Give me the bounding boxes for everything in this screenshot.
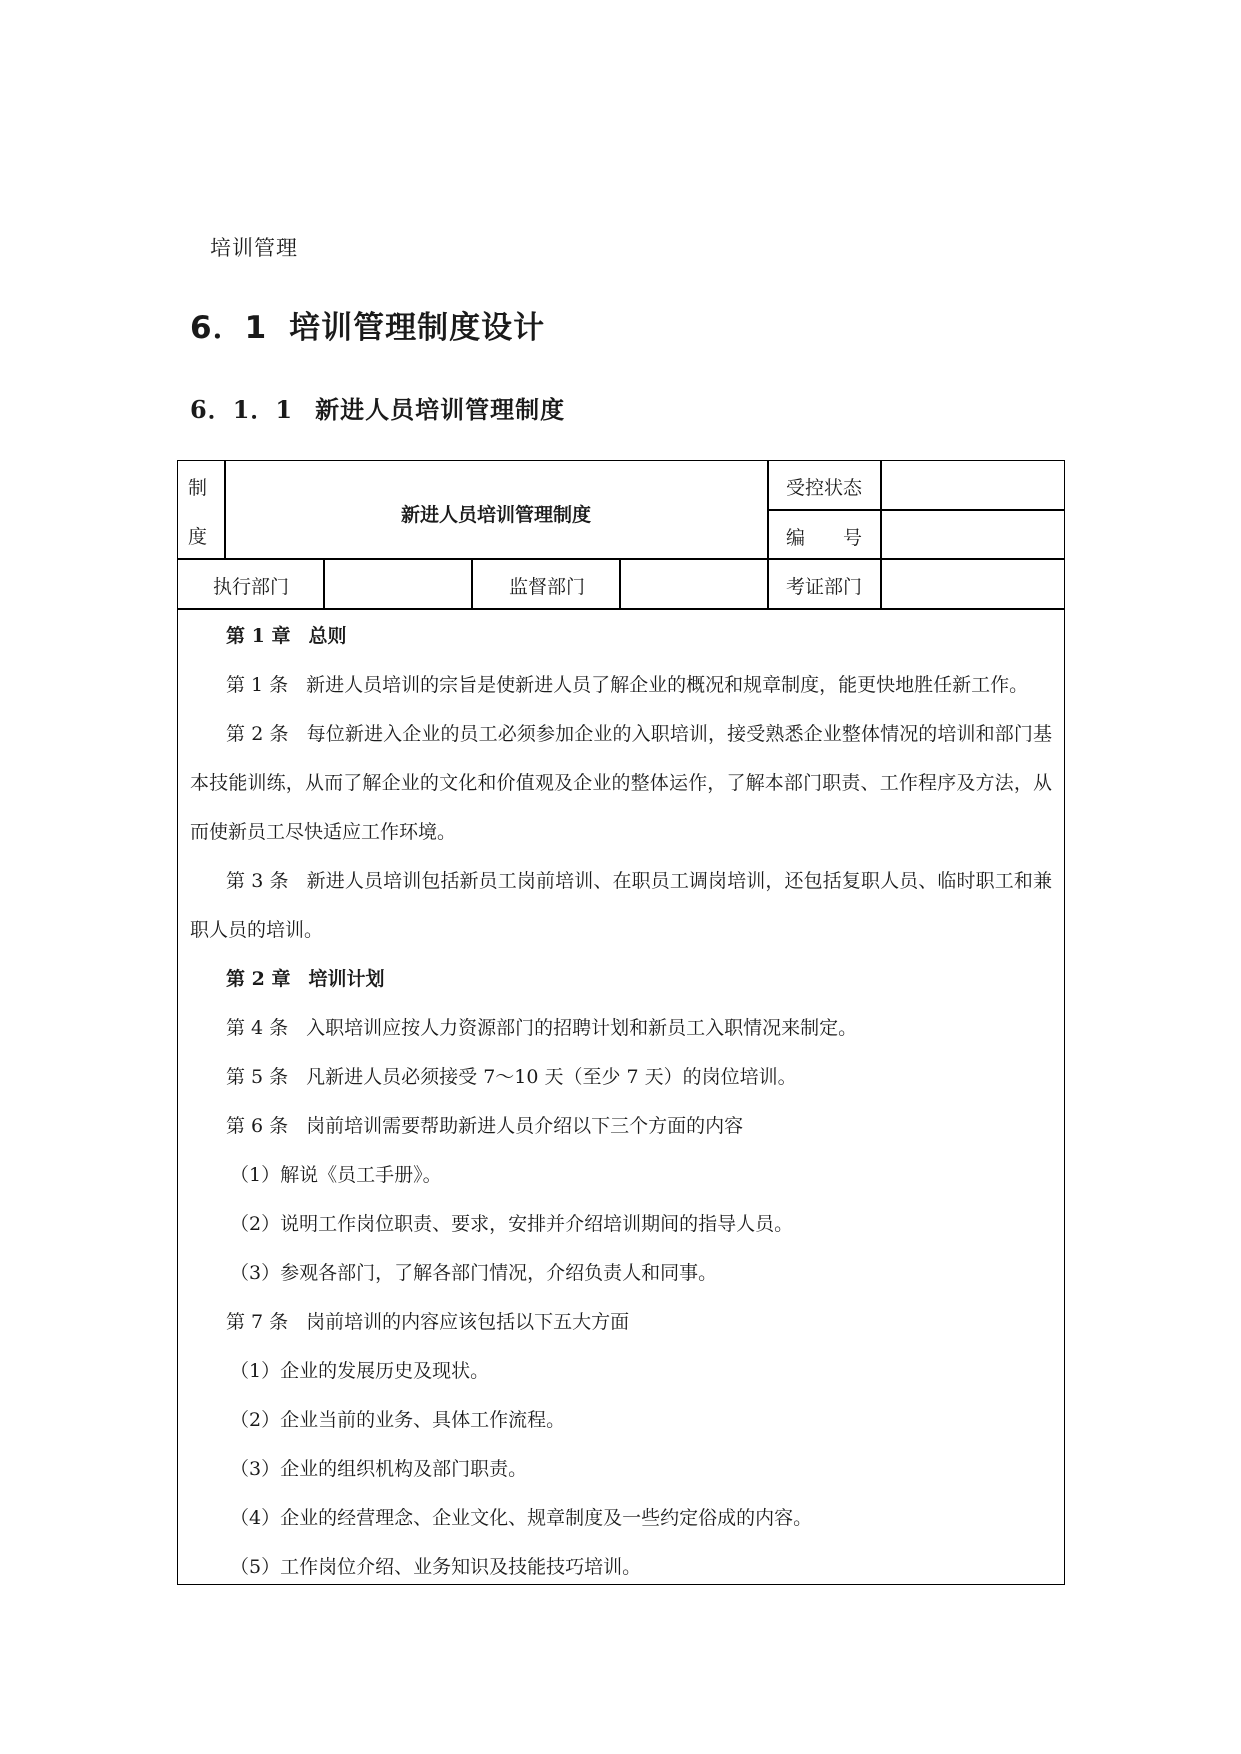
list-item: （1）解说《员工手册》。: [230, 1164, 442, 1186]
control-status-label: 受控状态: [786, 477, 863, 499]
chapter-heading: 第 2 章 培训计划: [226, 968, 385, 990]
subsection-heading: [190, 390, 565, 425]
table-divider: [177, 558, 1065, 560]
table-divider: [471, 558, 473, 608]
article-paragraph: 第 3 条 新进人员培训包括新员工岗前培训、在职员工调岗培训，还包括复职人员、临时职工和兼职人员的培训。: [190, 870, 1052, 941]
subsection-title: 新进人员培训管理制度: [315, 395, 566, 424]
list-item: （5）工作岗位介绍、业务知识及技能技巧培训。: [230, 1556, 642, 1578]
list-item: （2）说明工作岗位职责、要求，安排并介绍培训期间的指导人员。: [230, 1213, 794, 1235]
supervise-dept-label: 监督部门: [509, 576, 586, 598]
section-title: 培训管理制度设计: [289, 310, 546, 346]
article-paragraph: 第 4 条 入职培训应按人力资源部门的招聘计划和新员工入职情况来制定。: [226, 1017, 858, 1039]
exec-dept-label: 执行部门: [213, 576, 290, 598]
subsection-number: 6．1．1: [190, 395, 294, 424]
article-paragraph: 第 6 条 岗前培训需要帮助新进人员介绍以下三个方面的内容: [226, 1115, 744, 1137]
audit-dept-label: 考证部门: [786, 576, 863, 598]
table-label-du: 度: [188, 526, 208, 548]
list-item: （2）企业当前的业务、具体工作流程。: [230, 1409, 566, 1431]
table-divider: [767, 460, 769, 609]
article-paragraph: 第 5 条 凡新进人员必须接受 7～10 天（至少 7 天）的岗位培训。: [226, 1066, 797, 1088]
list-item: （4）企业的经营理念、企业文化、规章制度及一些约定俗成的内容。: [230, 1507, 813, 1529]
regulation-title: 新进人员培训管理制度: [400, 504, 591, 526]
document-header-label: 培训管理: [210, 236, 298, 260]
article-paragraph: 第 1 条 新进人员培训的宗旨是使新进人员了解企业的概况和规章制度，能更快地胜任新工作。: [226, 674, 1029, 696]
section-number: 6．1: [190, 310, 268, 346]
table-divider: [619, 558, 621, 608]
list-item: （3）参观各部门，了解各部门情况，介绍负责人和同事。: [230, 1262, 718, 1284]
article-paragraph: 第 7 条 岗前培训的内容应该包括以下五大方面: [226, 1311, 630, 1333]
table-divider: [177, 608, 1065, 610]
regulation-body: [190, 612, 1052, 1592]
list-item: （1）企业的发展历史及现状。: [230, 1360, 490, 1382]
list-item: （3）企业的组织机构及部门职责。: [230, 1458, 528, 1480]
table-label-zhi: 制: [188, 477, 208, 499]
table-divider: [767, 509, 1065, 511]
table-divider: [323, 558, 325, 608]
table-divider: [880, 460, 882, 609]
chapter-heading: 第 1 章 总则: [226, 625, 347, 647]
document-number-label: 编 号: [786, 527, 863, 549]
article-paragraph: 第 2 条 每位新进入企业的员工必须参加企业的入职培训，接受熟悉企业整体情况的培训和部门基本技能训练，从而了解企业的文化和价值观及企业的整体运作，了解本部门职责、工作程序及方法，从而使新员工尽快适应工作环境。: [190, 723, 1052, 843]
section-heading: [190, 302, 545, 347]
